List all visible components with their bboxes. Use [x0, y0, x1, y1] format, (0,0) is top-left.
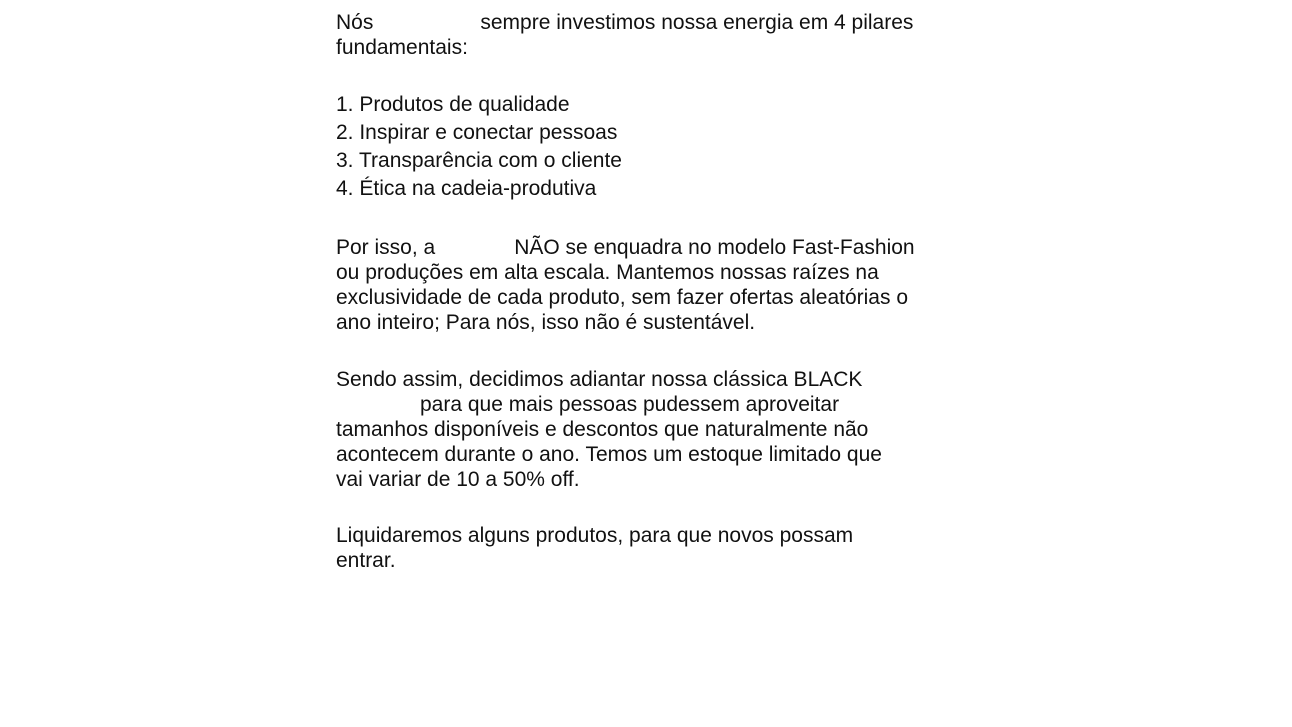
paragraph-spacer	[336, 60, 976, 91]
fast-fashion-line-4: ano inteiro; Para nós, isso não é sustentável.	[336, 311, 756, 334]
paragraph-spacer	[336, 492, 976, 523]
fast-fashion-line-3: exclusividade de cada produto, sem fazer ofertas aleatórias o	[336, 286, 908, 309]
fast-fashion-text-end: NÃO se enquadra no modelo Fast-Fashion	[514, 236, 915, 259]
liquidation-line-2: entrar.	[336, 549, 396, 572]
paragraph-spacer	[336, 203, 976, 235]
fast-fashion-paragraph	[336, 235, 976, 335]
pillar-item: 2. Inspirar e conectar pessoas	[336, 121, 618, 144]
intro-line-1	[336, 10, 976, 35]
black-line-2-text: para que mais pessoas pudessem aproveitar	[420, 393, 840, 416]
paragraph-spacer	[336, 335, 976, 367]
fast-fashion-line-1	[336, 235, 976, 260]
pillar-item: 4. Ética na cadeia-produtiva	[336, 177, 597, 200]
black-friday-paragraph	[336, 367, 976, 492]
intro-text-end: sempre investimos nossa energia em 4 pilares	[480, 11, 914, 34]
fast-fashion-line-2: ou produções em alta escala. Mantemos nossas raízes na	[336, 261, 879, 284]
black-line-3: tamanhos disponíveis e descontos que naturalmente não	[336, 418, 869, 441]
pillar-item: 1. Produtos de qualidade	[336, 93, 570, 116]
liquidation-line-1: Liquidaremos alguns produtos, para que novos possam	[336, 524, 854, 547]
intro-line-2: fundamentais:	[336, 36, 468, 59]
black-line-2	[336, 392, 976, 417]
pillar-item: 3. Transparência com o cliente	[336, 149, 622, 172]
black-line-5: vai variar de 10 a 50% off.	[336, 468, 580, 491]
black-line-1: Sendo assim, decidimos adiantar nossa clássica BLACK	[336, 368, 863, 391]
fast-fashion-text-start: Por isso, a	[336, 236, 436, 259]
pillars-list	[336, 91, 976, 203]
black-line-4: acontecem durante o ano. Temos um estoque limitado que	[336, 443, 882, 466]
intro-text-start: Nós	[336, 11, 374, 34]
document-body	[336, 10, 976, 573]
liquidation-paragraph	[336, 523, 976, 573]
